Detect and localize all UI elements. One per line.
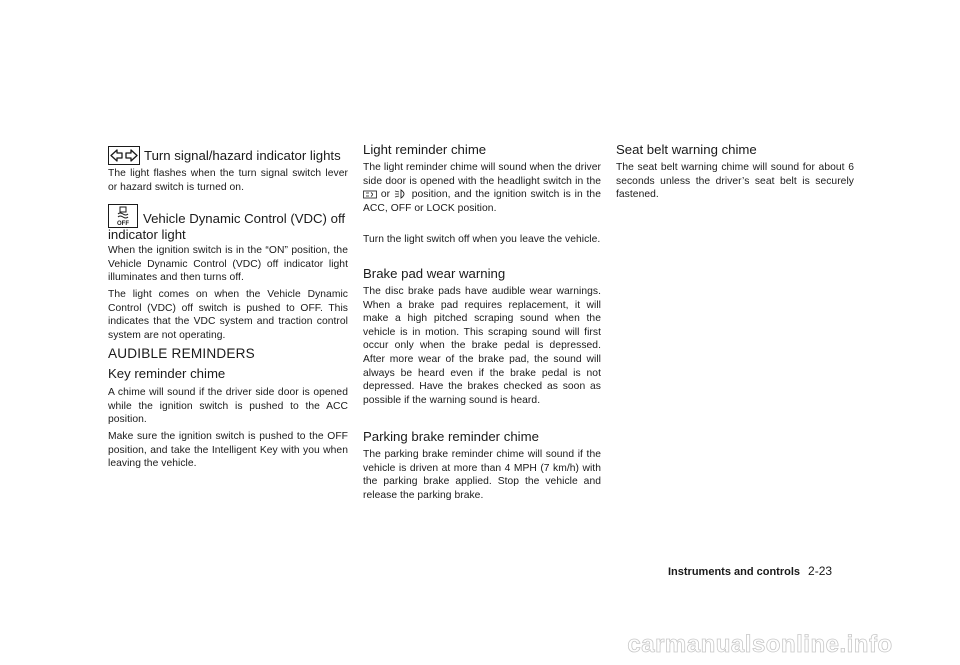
key-reminder-body-1: A chime will sound if the driver side door is opened while the ignition switch is pushed to the ACC position. xyxy=(108,387,348,426)
vdc-body-1: When the ignition switch is in the “ON” position, the Vehicle Dynamic Control (VDC) off indicator light illuminates and then turns off. xyxy=(108,245,348,284)
headlight-icon xyxy=(363,190,377,199)
light-reminder-text-a: The light reminder chime will sound when the driver side door is opened with the headlight switch in the xyxy=(363,162,601,187)
vdc-body-2: The light comes on when the Vehicle Dynamic Control (VDC) off switch is pushed to OFF. This indicates that the VDC system and traction control system are not operating. xyxy=(108,289,348,341)
parking-brake-body: The parking brake reminder chime will sound if the vehicle is driven at more than 4 MPH (7 km/h) with the parking brake applied. Stop the vehicle and release the parking brake. xyxy=(363,449,601,501)
turn-signal-body: The light flashes when the turn signal switch lever or hazard switch is turned on. xyxy=(108,168,348,193)
seat-belt-body: The seat belt warning chime will sound for about 6 seconds unless the driver’s seat belt is securely fastened. xyxy=(616,162,854,201)
watermark-logo xyxy=(570,630,950,660)
light-reminder-body-1 xyxy=(363,161,601,215)
footer-section-title: Instruments and controls xyxy=(668,566,801,578)
brake-pad-body: The disc brake pads have audible wear warnings. When a brake pad requires replacement, it will make a high pitched scraping sound when the vehicle is in motion. This scraping sound will first occur only when the brake pedal is depressed. After more wear of the brake pad, the sound will always be heard even if the brake pedal is not depressed. Have the brakes checked as soon as possible if the warning sound is heard. xyxy=(363,286,601,406)
vdc-heading-line2: indicator light xyxy=(108,227,186,242)
page-footer xyxy=(668,564,864,578)
key-reminder-body-2: Make sure the ignition switch is pushed to the OFF position, and take the Intelligent Key with you when leaving the vehicle. xyxy=(108,431,348,470)
key-reminder-heading: Key reminder chime xyxy=(108,366,226,381)
turn-signal-icon xyxy=(108,146,140,165)
turn-signal-heading: Turn signal/hazard indicator lights xyxy=(144,148,341,163)
light-reminder-text-b: position, and the ignition switch is in the ACC, OFF or LOCK position. xyxy=(363,189,601,214)
page-number: 2-23 xyxy=(808,564,833,578)
vdc-off-icon xyxy=(108,204,138,228)
watermark-text: carmanualsonline.info xyxy=(627,631,893,658)
parking-light-icon xyxy=(394,189,408,199)
light-reminder-body-2: Turn the light switch off when you leave the vehicle. xyxy=(363,234,601,245)
parking-brake-heading: Parking brake reminder chime xyxy=(363,429,539,444)
vdc-heading: Vehicle Dynamic Control (VDC) off xyxy=(143,211,346,226)
vdc-icon-label: OFF xyxy=(117,221,129,227)
seat-belt-heading: Seat belt warning chime xyxy=(616,142,757,157)
audible-reminders-heading: AUDIBLE REMINDERS xyxy=(108,346,255,361)
light-reminder-or: or xyxy=(380,189,391,201)
brake-pad-heading: Brake pad wear warning xyxy=(363,266,506,281)
light-reminder-heading: Light reminder chime xyxy=(363,142,487,157)
